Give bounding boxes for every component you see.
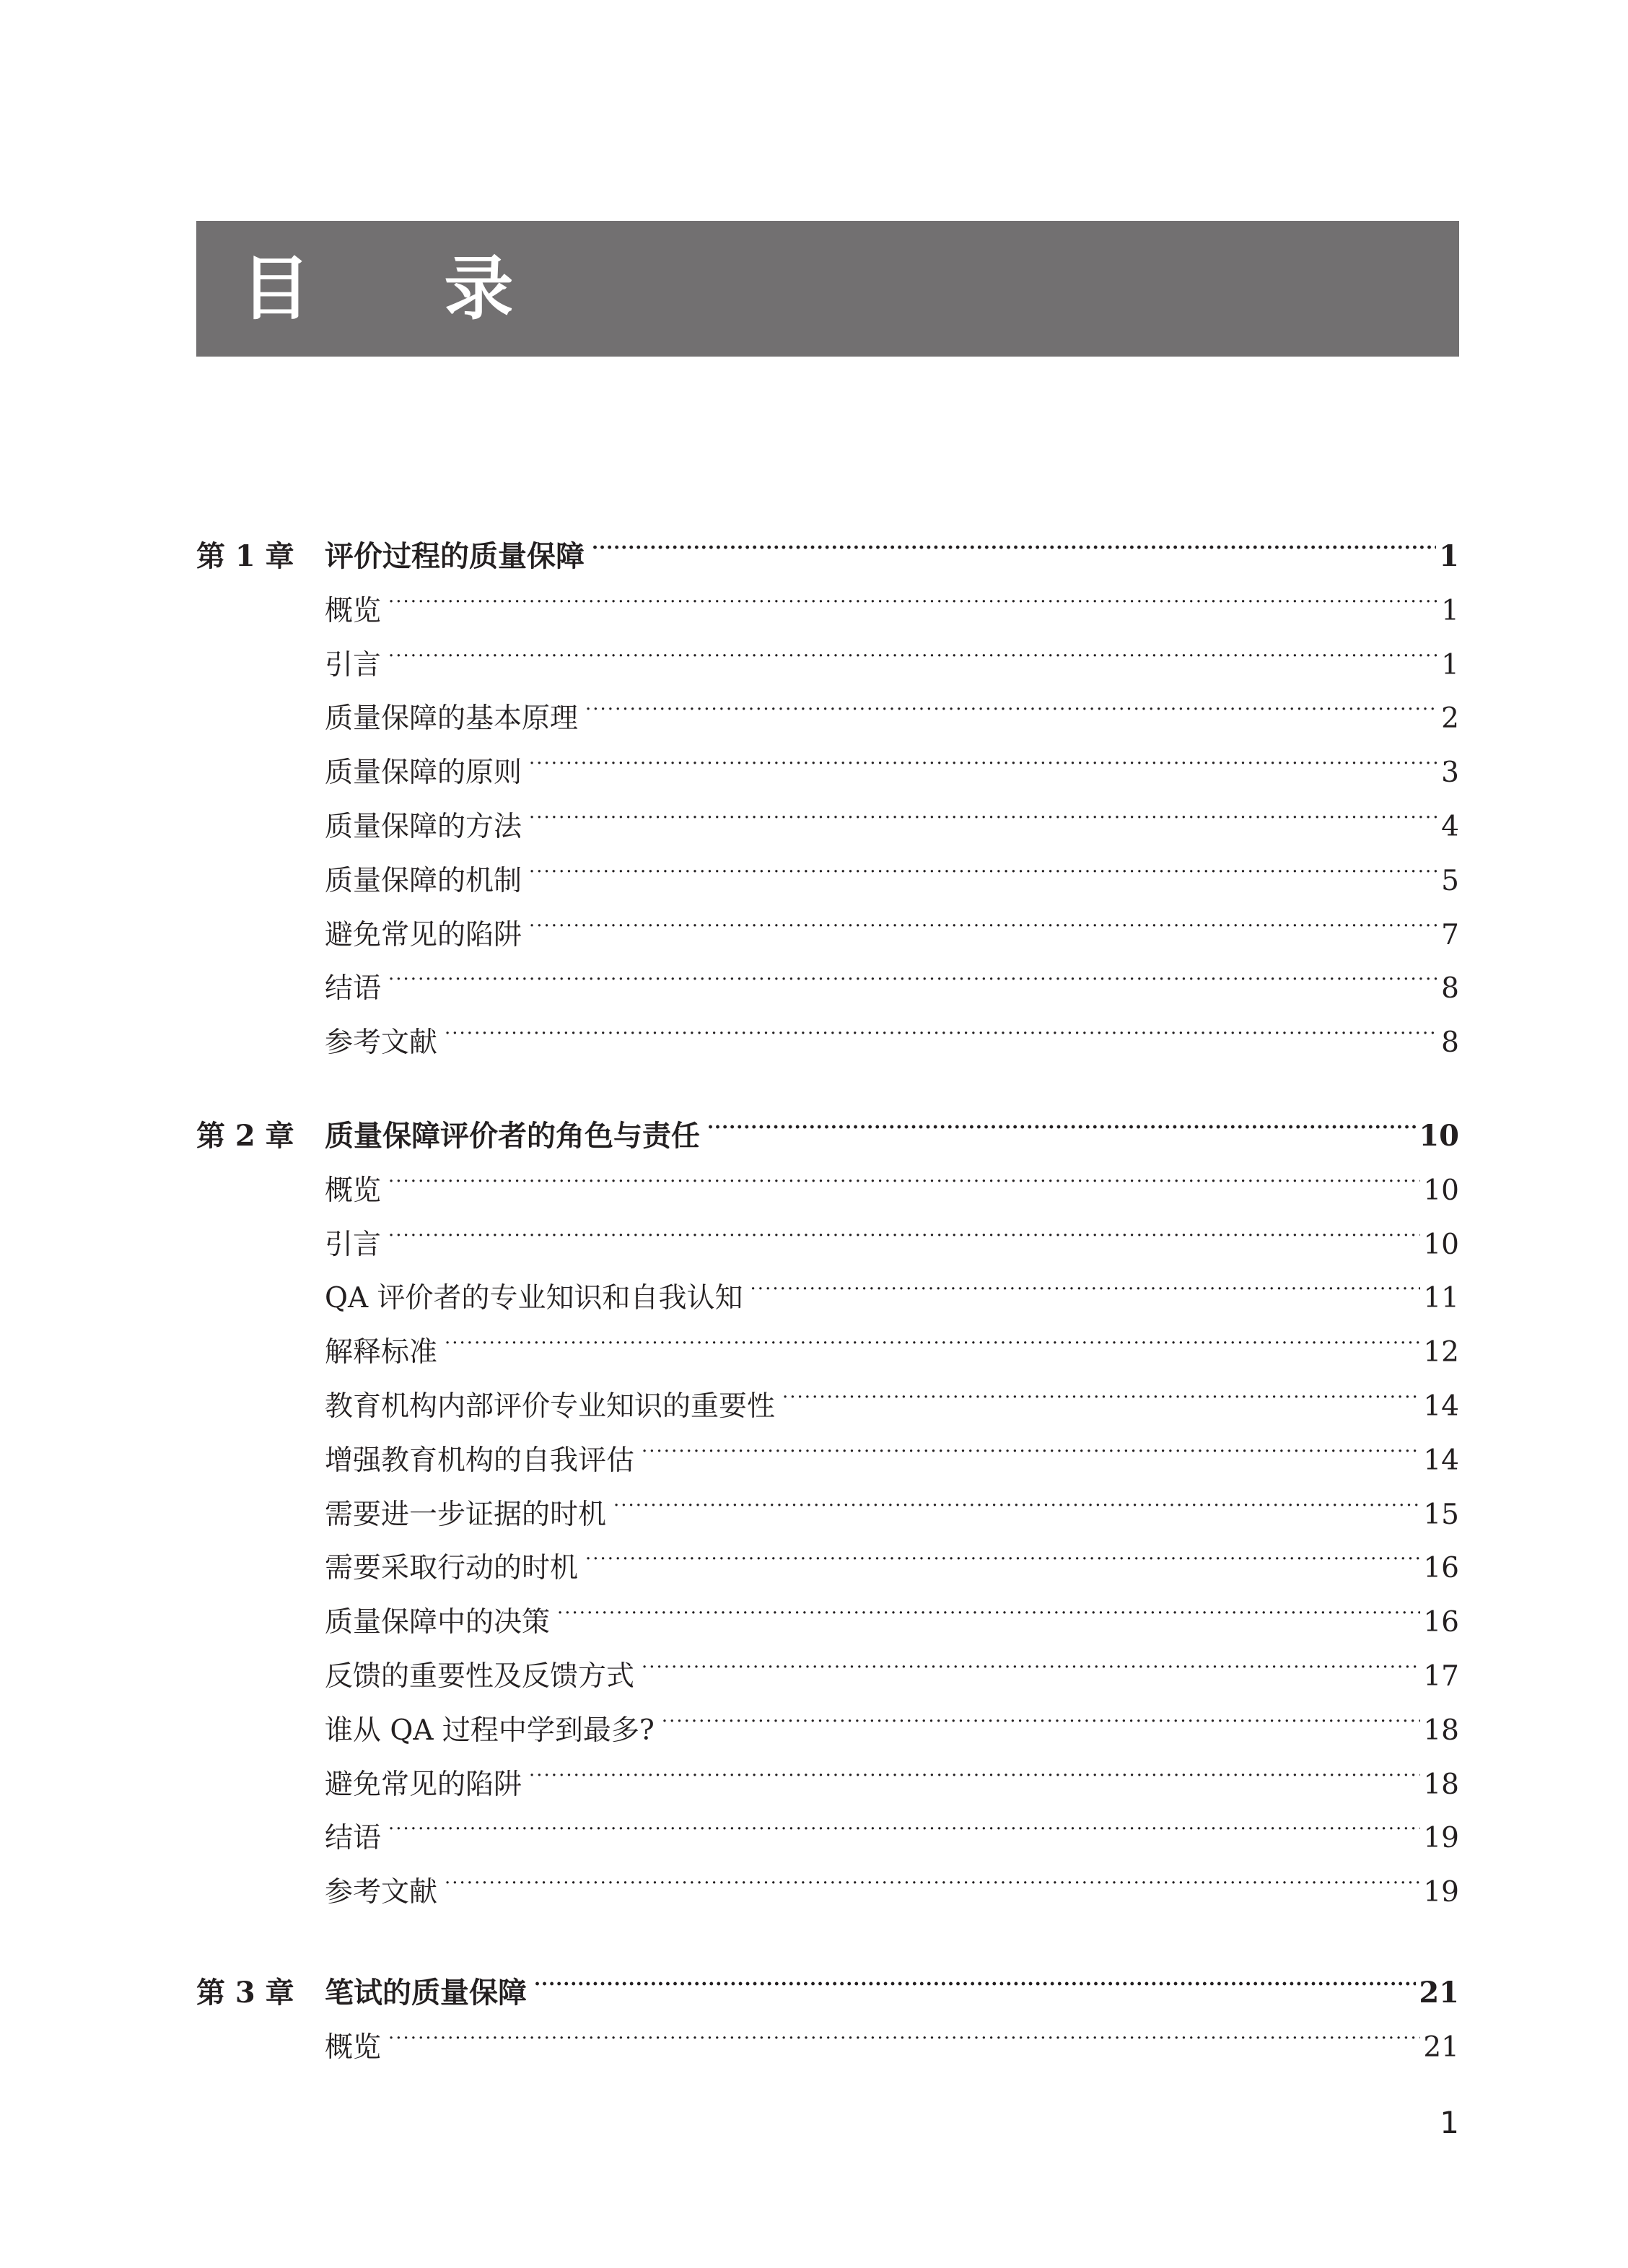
toc-entry[interactable] — [196, 847, 1459, 897]
entry-page-number: 19 — [1423, 1822, 1459, 1854]
entry-page-number: 17 — [1423, 1660, 1459, 1693]
entry-title: 质量保障的机制 — [325, 865, 522, 897]
entry-title: 质量保障的方法 — [325, 811, 522, 843]
dot-leader — [613, 1480, 1420, 1524]
entry-page-number: 8 — [1441, 972, 1459, 1005]
entry-page-number: 7 — [1441, 919, 1459, 951]
chapter-page-number: 21 — [1419, 1976, 1459, 2010]
entry-title: 概览 — [325, 1174, 382, 1207]
toc-entry[interactable] — [196, 1588, 1459, 1639]
entry-page-number: 11 — [1423, 1282, 1459, 1314]
toc-entry[interactable] — [196, 1642, 1459, 1693]
dot-leader — [557, 1588, 1420, 1631]
chapter-label: 第 1 章 — [196, 539, 294, 573]
entry-title: 参考文献 — [325, 1026, 438, 1059]
dot-leader — [585, 684, 1438, 728]
entry-title: 解释标准 — [325, 1336, 438, 1369]
entry-page-number: 19 — [1423, 1876, 1459, 1909]
entry-title: 谁从 QA 过程中学到最多? — [325, 1714, 655, 1747]
entry-title: 需要进一步证据的时机 — [325, 1499, 607, 1531]
toc-entry[interactable] — [196, 684, 1459, 735]
toc-entry[interactable] — [196, 1156, 1459, 1207]
toc-entry[interactable] — [196, 1804, 1459, 1854]
title-bar — [196, 221, 1459, 357]
entry-title: 质量保障中的决策 — [325, 1606, 551, 1639]
dot-leader — [388, 2013, 1420, 2057]
toc-entry[interactable] — [196, 1480, 1459, 1531]
toc-entry[interactable] — [196, 1264, 1459, 1314]
entry-page-number: 21 — [1423, 2031, 1459, 2064]
dot-leader — [592, 523, 1436, 566]
entry-page-number: 1 — [1441, 595, 1459, 627]
entry-page-number: 18 — [1423, 1714, 1459, 1747]
dot-leader — [750, 1264, 1421, 1307]
entry-title: 增强教育机构的自我评估 — [325, 1444, 635, 1477]
toc-entry[interactable] — [196, 954, 1459, 1005]
dot-leader — [534, 1959, 1416, 2002]
dot-leader — [529, 738, 1438, 782]
toc-entry[interactable] — [196, 1211, 1459, 1261]
entry-title: 避免常见的陷阱 — [325, 919, 522, 951]
dot-leader — [529, 1750, 1420, 1794]
dot-leader — [445, 1008, 1438, 1052]
entry-page-number: 4 — [1441, 811, 1459, 843]
entry-page-number: 16 — [1423, 1606, 1459, 1639]
toc-entry[interactable] — [196, 1008, 1459, 1059]
entry-title: 引言 — [325, 649, 382, 681]
toc-entry[interactable] — [196, 1534, 1459, 1584]
entry-title: 引言 — [325, 1229, 382, 1261]
entry-page-number: 15 — [1423, 1499, 1459, 1531]
dot-leader — [707, 1102, 1416, 1146]
entry-page-number: 12 — [1423, 1336, 1459, 1369]
entry-title: 质量保障的基本原理 — [325, 702, 579, 735]
dot-leader — [642, 1642, 1420, 1685]
entry-page-number: 3 — [1441, 756, 1459, 789]
entry-title: 概览 — [325, 595, 382, 627]
dot-leader — [445, 1318, 1420, 1361]
toc-entry[interactable] — [196, 577, 1459, 627]
entry-page-number: 14 — [1423, 1444, 1459, 1477]
chapter-title: 质量保障评价者的角色与责任 — [325, 1120, 700, 1153]
entry-page-number: 5 — [1441, 865, 1459, 897]
entry-title: 结语 — [325, 972, 382, 1005]
dot-leader — [529, 793, 1438, 836]
toc-entry[interactable] — [196, 738, 1459, 789]
toc-entry[interactable] — [196, 793, 1459, 843]
entry-title: 教育机构内部评价专业知识的重要性 — [325, 1390, 776, 1423]
dot-leader — [529, 901, 1438, 944]
dot-leader — [529, 847, 1438, 890]
entry-page-number: 14 — [1423, 1390, 1459, 1423]
entry-page-number: 16 — [1423, 1552, 1459, 1584]
entry-page-number: 10 — [1423, 1174, 1459, 1207]
chapter-row[interactable] — [196, 523, 1459, 573]
toc-entry[interactable] — [196, 1750, 1459, 1801]
dot-leader — [585, 1534, 1420, 1577]
toc-entry[interactable] — [196, 1372, 1459, 1423]
entry-title: 结语 — [325, 1822, 382, 1854]
toc-entry[interactable] — [196, 1318, 1459, 1369]
entry-page-number: 1 — [1441, 649, 1459, 681]
toc-entry[interactable] — [196, 1426, 1459, 1477]
entry-title: QA 评价者的专业知识和自我认知 — [325, 1282, 743, 1314]
dot-leader — [388, 631, 1438, 674]
toc-entry[interactable] — [196, 2013, 1459, 2064]
page-title: 目 录 — [241, 248, 569, 329]
toc-entry[interactable] — [196, 631, 1459, 681]
entry-title: 避免常见的陷阱 — [325, 1768, 522, 1801]
dot-leader — [662, 1696, 1421, 1740]
page-number: 1 — [1440, 2105, 1459, 2140]
entry-page-number: 8 — [1441, 1026, 1459, 1059]
chapter-row[interactable] — [196, 1102, 1459, 1153]
entry-title: 概览 — [325, 2031, 382, 2064]
entry-title: 需要采取行动的时机 — [325, 1552, 579, 1584]
chapter-label: 第 2 章 — [196, 1119, 294, 1153]
entry-page-number: 10 — [1423, 1229, 1459, 1261]
dot-leader — [388, 954, 1438, 998]
dot-leader — [445, 1858, 1420, 1901]
toc-entry[interactable] — [196, 1858, 1459, 1909]
entry-page-number: 2 — [1441, 702, 1459, 735]
toc-entry[interactable] — [196, 1696, 1459, 1747]
chapter-title: 评价过程的质量保障 — [325, 540, 585, 573]
chapter-page-number: 1 — [1439, 539, 1459, 573]
dot-leader — [388, 577, 1438, 620]
chapter-label: 第 3 章 — [196, 1976, 294, 2010]
dot-leader — [642, 1426, 1420, 1470]
entry-title: 参考文献 — [325, 1876, 438, 1909]
entry-title: 质量保障的原则 — [325, 756, 522, 789]
chapter-row[interactable] — [196, 1959, 1459, 2010]
dot-leader — [388, 1211, 1420, 1254]
toc-entry[interactable] — [196, 901, 1459, 951]
entry-title: 反馈的重要性及反馈方式 — [325, 1660, 635, 1693]
chapter-title: 笔试的质量保障 — [325, 1976, 527, 2010]
dot-leader — [388, 1156, 1420, 1200]
chapter-page-number: 10 — [1419, 1119, 1459, 1153]
dot-leader — [782, 1372, 1420, 1416]
dot-leader — [388, 1804, 1420, 1847]
entry-page-number: 18 — [1423, 1768, 1459, 1801]
